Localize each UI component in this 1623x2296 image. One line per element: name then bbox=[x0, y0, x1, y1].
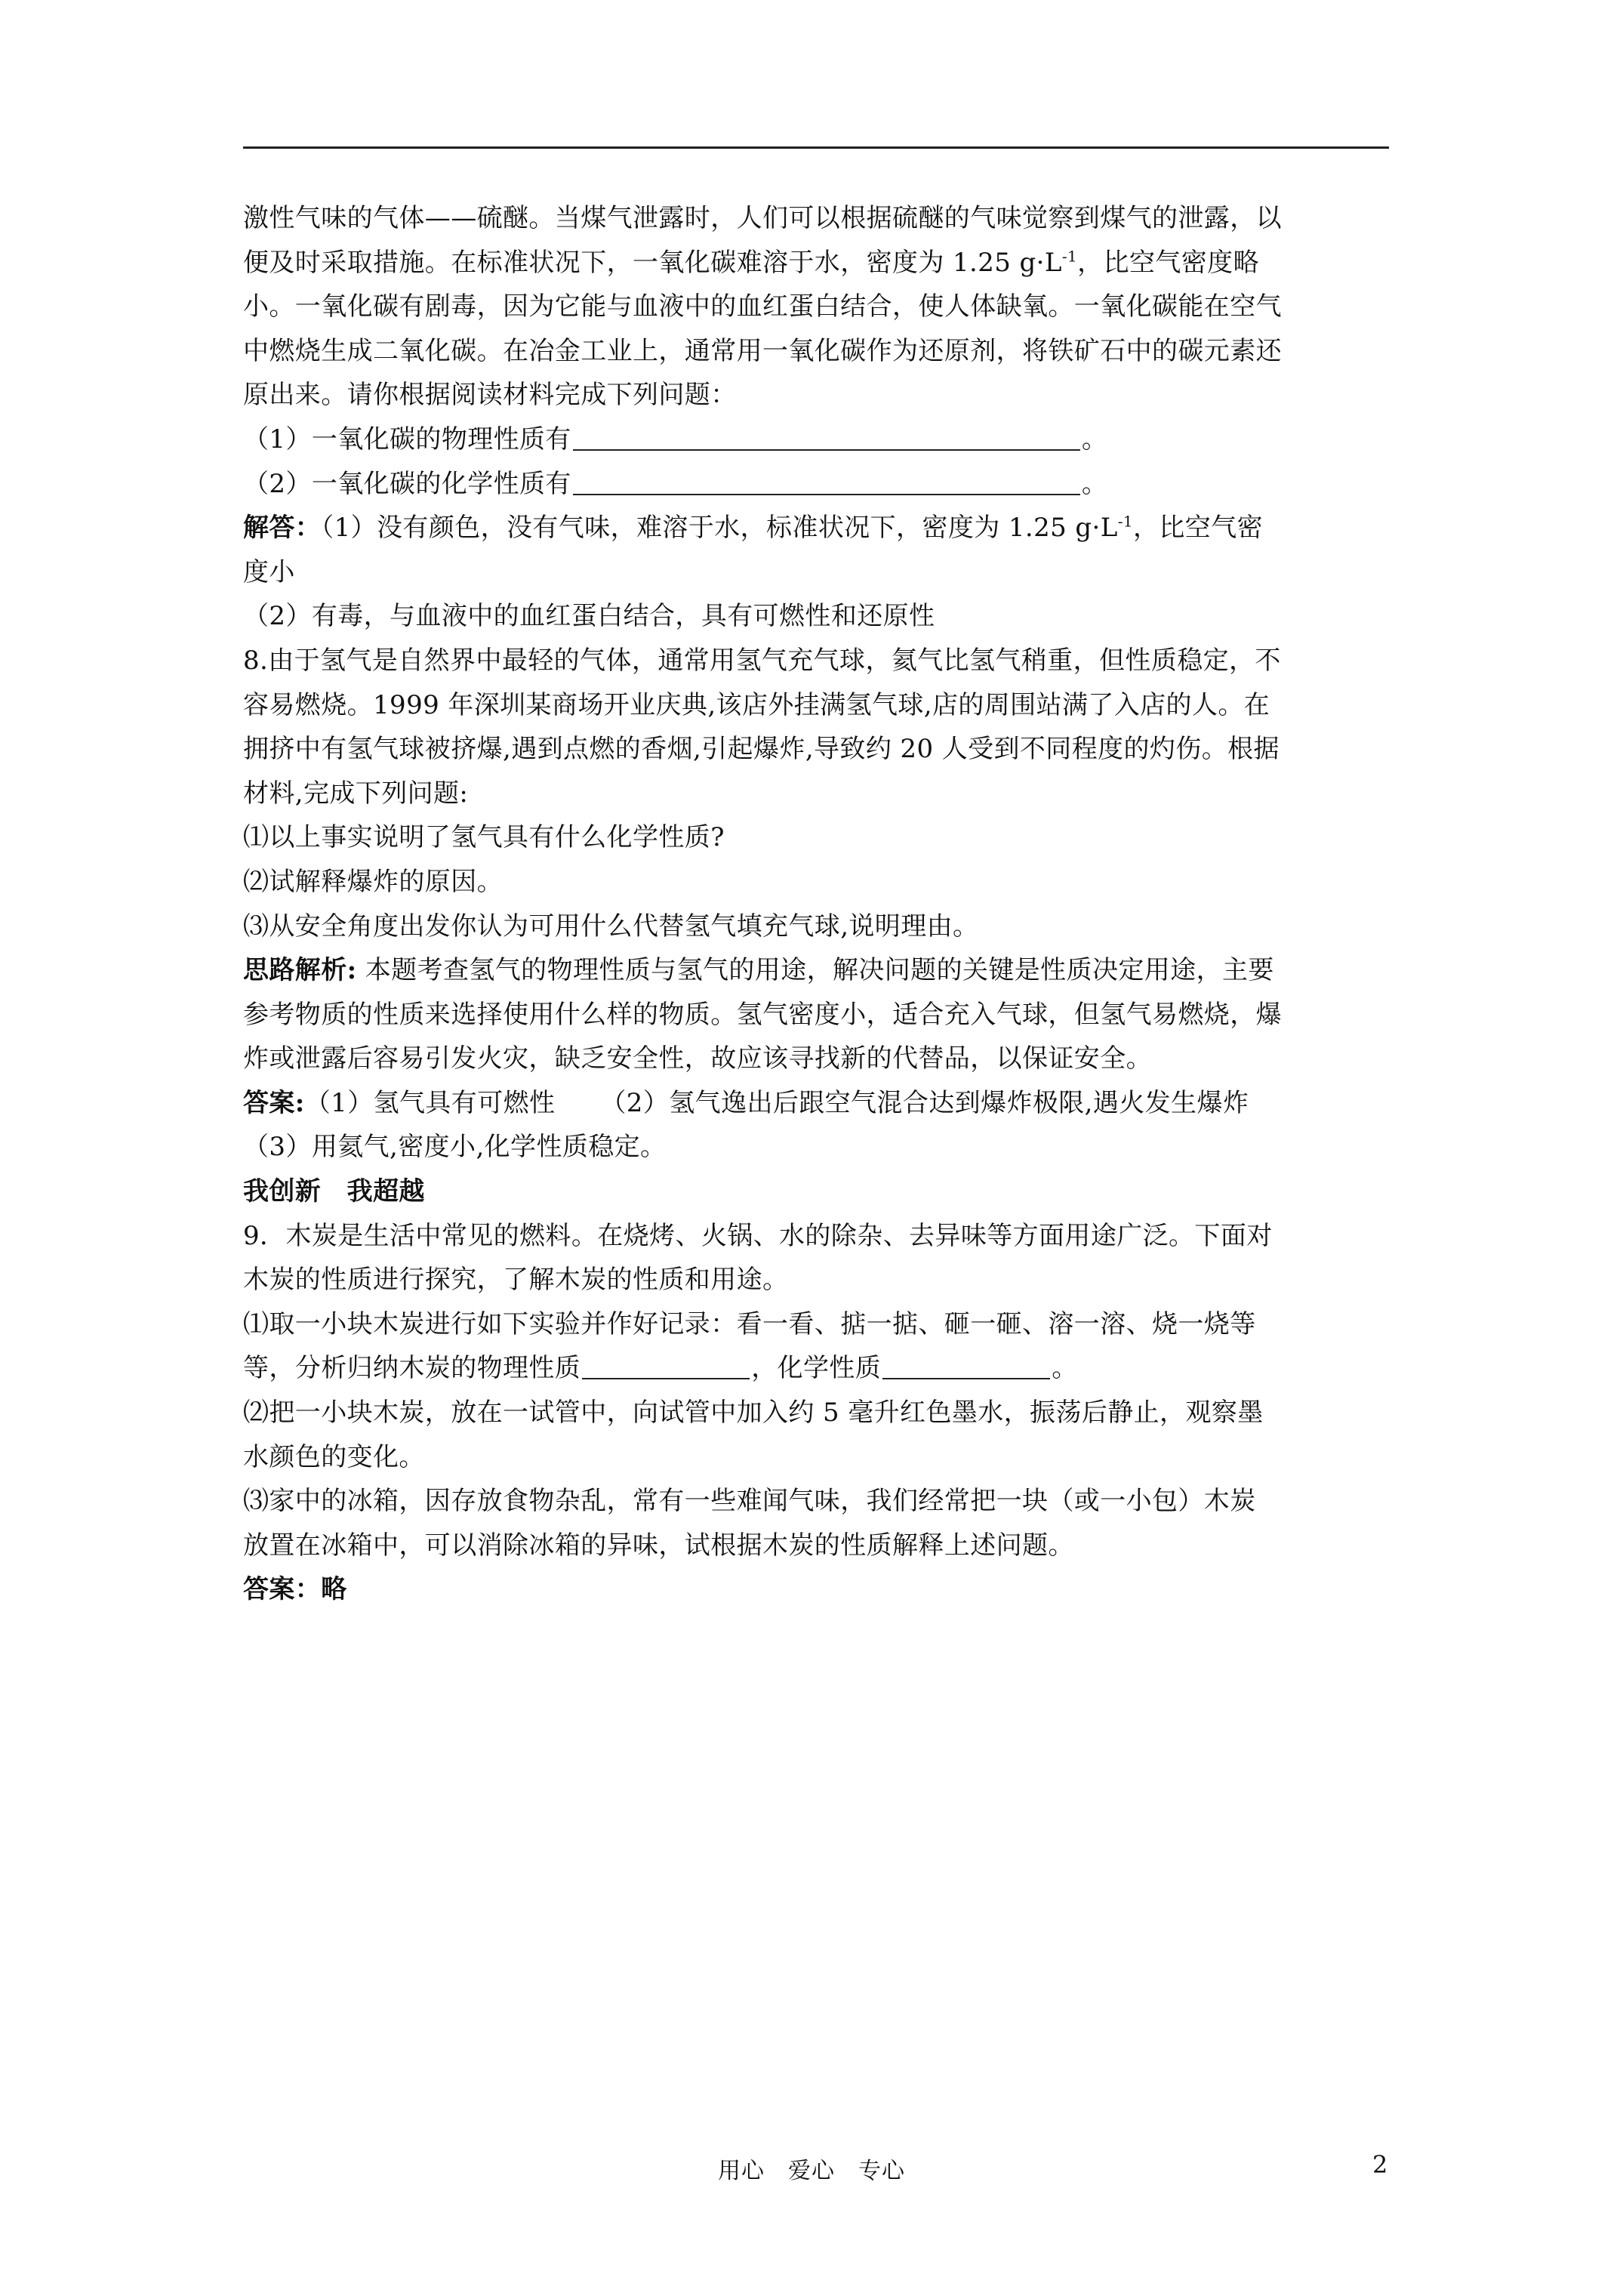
footer-motto: 用心 爱心 专心 bbox=[718, 2158, 905, 2184]
answer-line: （3）用氦气,密度小,化学性质稳定。 bbox=[243, 1132, 667, 1163]
answer-line: 度小 bbox=[243, 556, 295, 587]
answer-label: 解答： bbox=[243, 513, 322, 544]
sub-question: ⑶从安全角度出发你认为可用什么代替氢气填充气球,说明理由。 bbox=[243, 911, 979, 942]
question-line: 容易燃烧。1999 年深圳某商场开业庆典,该店外挂满氢气球,店的周围站满了入店的人。在 bbox=[243, 689, 1270, 720]
sub-question bbox=[243, 1346, 1398, 1391]
text-run: 本题考查氢气的物理性质与氢气的用途，解决问题的关键是性质决定用途，主要 bbox=[356, 955, 1274, 986]
text-run: 便及时采取措施。在标准状况下，一氧化碳难溶于水，密度为 1.25 g·L bbox=[243, 247, 1062, 278]
sub-question: ⑴取一小块木炭进行如下实验并作好记录：看一看、掂一掂、砸一砸、溶一溶、烧一烧等 bbox=[243, 1308, 1256, 1339]
sub-question: 水颜色的变化。 bbox=[243, 1441, 425, 1472]
text-run: （1）氢气具有可燃性 bbox=[304, 1087, 556, 1118]
question-line: 9．木炭是生活中常见的燃料。在烧烤、火锅、水的除杂、去异味等方面用途广泛。下面对 bbox=[243, 1220, 1273, 1251]
header-rule bbox=[243, 146, 1389, 149]
sub-question: ⑶家中的冰箱，因存放食物杂乱，常有一些难闻气味，我们经常把一块（或一小包）木炭 bbox=[243, 1486, 1256, 1517]
text-run: ，比空气密 bbox=[1133, 513, 1263, 544]
answer-label: 答案: bbox=[243, 1087, 305, 1118]
answer-line bbox=[243, 506, 1398, 550]
analysis-line: 炸或泄露后容易引发火灾，缺乏安全性，故应该寻找新的代替品，以保证安全。 bbox=[243, 1043, 1152, 1074]
paragraph-line: 中燃烧生成二氧化碳。在冶金工业上，通常用一氧化碳作为还原剂，将铁矿石中的碳元素还 bbox=[243, 335, 1282, 366]
question-line: 材料,完成下列问题: bbox=[243, 778, 469, 809]
section-title: 我创新 我超越 bbox=[243, 1176, 425, 1207]
analysis-label: 思路解析: bbox=[243, 955, 357, 986]
analysis-line bbox=[243, 948, 1398, 993]
text-run: ，化学性质 bbox=[751, 1353, 882, 1384]
answer-blank[interactable] bbox=[882, 1352, 1050, 1379]
question-part bbox=[243, 462, 1398, 507]
text-run: （1）没有颜色，没有气味，难溶于水，标准状况下，密度为 1.25 g·L bbox=[321, 513, 1118, 544]
punctuation: 。 bbox=[1081, 468, 1108, 499]
sub-question: ⑵把一小块木炭，放在一试管中，向试管中加入约 5 毫升红色墨水，振荡后静止，观察墨 bbox=[243, 1398, 1264, 1428]
answer-label: 答案： bbox=[243, 1574, 322, 1605]
paragraph-line: 激性气味的气体——硫醚。当煤气泄露时，人们可以根据硫醚的气味觉察到煤气的泄露，以 bbox=[243, 203, 1282, 233]
punctuation: 。 bbox=[1081, 424, 1108, 455]
answer-line bbox=[243, 1081, 1398, 1126]
paragraph-line bbox=[243, 241, 1398, 285]
superscript: -1 bbox=[1117, 512, 1133, 531]
question-line: 8.由于氢气是自然界中最轻的气体，通常用氢气充气球，氦气比氢气稍重，但性质稳定，不 bbox=[243, 645, 1281, 676]
punctuation: 。 bbox=[1052, 1353, 1078, 1384]
paragraph-line: 原出来。请你根据阅读材料完成下列问题： bbox=[243, 380, 737, 411]
text-run: ，比空气密度略 bbox=[1077, 247, 1259, 278]
superscript: -1 bbox=[1061, 247, 1078, 266]
answer-blank[interactable] bbox=[573, 468, 1080, 495]
answer-blank[interactable] bbox=[582, 1352, 750, 1379]
answer-line bbox=[243, 1567, 1398, 1612]
paragraph-line: 小。一氧化碳有剧毒，因为它能与血液中的血红蛋白结合，使人体缺氧。一氧化碳能在空气 bbox=[243, 291, 1282, 322]
question-text: （1）一氧化碳的物理性质有 bbox=[243, 424, 571, 455]
text-run: （2）氢气逸出后跟空气混合达到爆炸极限,遇火发生爆炸 bbox=[600, 1087, 1249, 1118]
sub-question: ⑴以上事实说明了氢气具有什么化学性质? bbox=[243, 822, 725, 853]
answer-text: 略 bbox=[321, 1574, 347, 1605]
question-line: 拥挤中有氢气球被挤爆,遇到点燃的香烟,引起爆炸,导致约 20 人受到不同程度的灼伤。根据 bbox=[243, 734, 1280, 765]
answer-blank[interactable] bbox=[573, 424, 1080, 451]
text-run: 等，分析归纳木炭的物理性质 bbox=[243, 1353, 581, 1384]
question-part bbox=[243, 418, 1398, 462]
question-text: （2）一氧化碳的化学性质有 bbox=[243, 468, 571, 499]
sub-question: 放置在冰箱中，可以消除冰箱的异味，试根据木炭的性质解释上述问题。 bbox=[243, 1530, 1074, 1561]
sub-question: ⑵试解释爆炸的原因。 bbox=[243, 866, 503, 897]
analysis-line: 参考物质的性质来选择使用什么样的物质。氢气密度小，适合充入气球，但氢气易燃烧，爆 bbox=[243, 999, 1282, 1030]
page-number: 2 bbox=[1372, 2150, 1388, 2179]
question-line: 木炭的性质进行探究，了解木炭的性质和用途。 bbox=[243, 1265, 789, 1296]
page-body bbox=[243, 196, 1398, 1612]
answer-line: （2）有毒，与血液中的血红蛋白结合，具有可燃性和还原性 bbox=[243, 601, 935, 632]
